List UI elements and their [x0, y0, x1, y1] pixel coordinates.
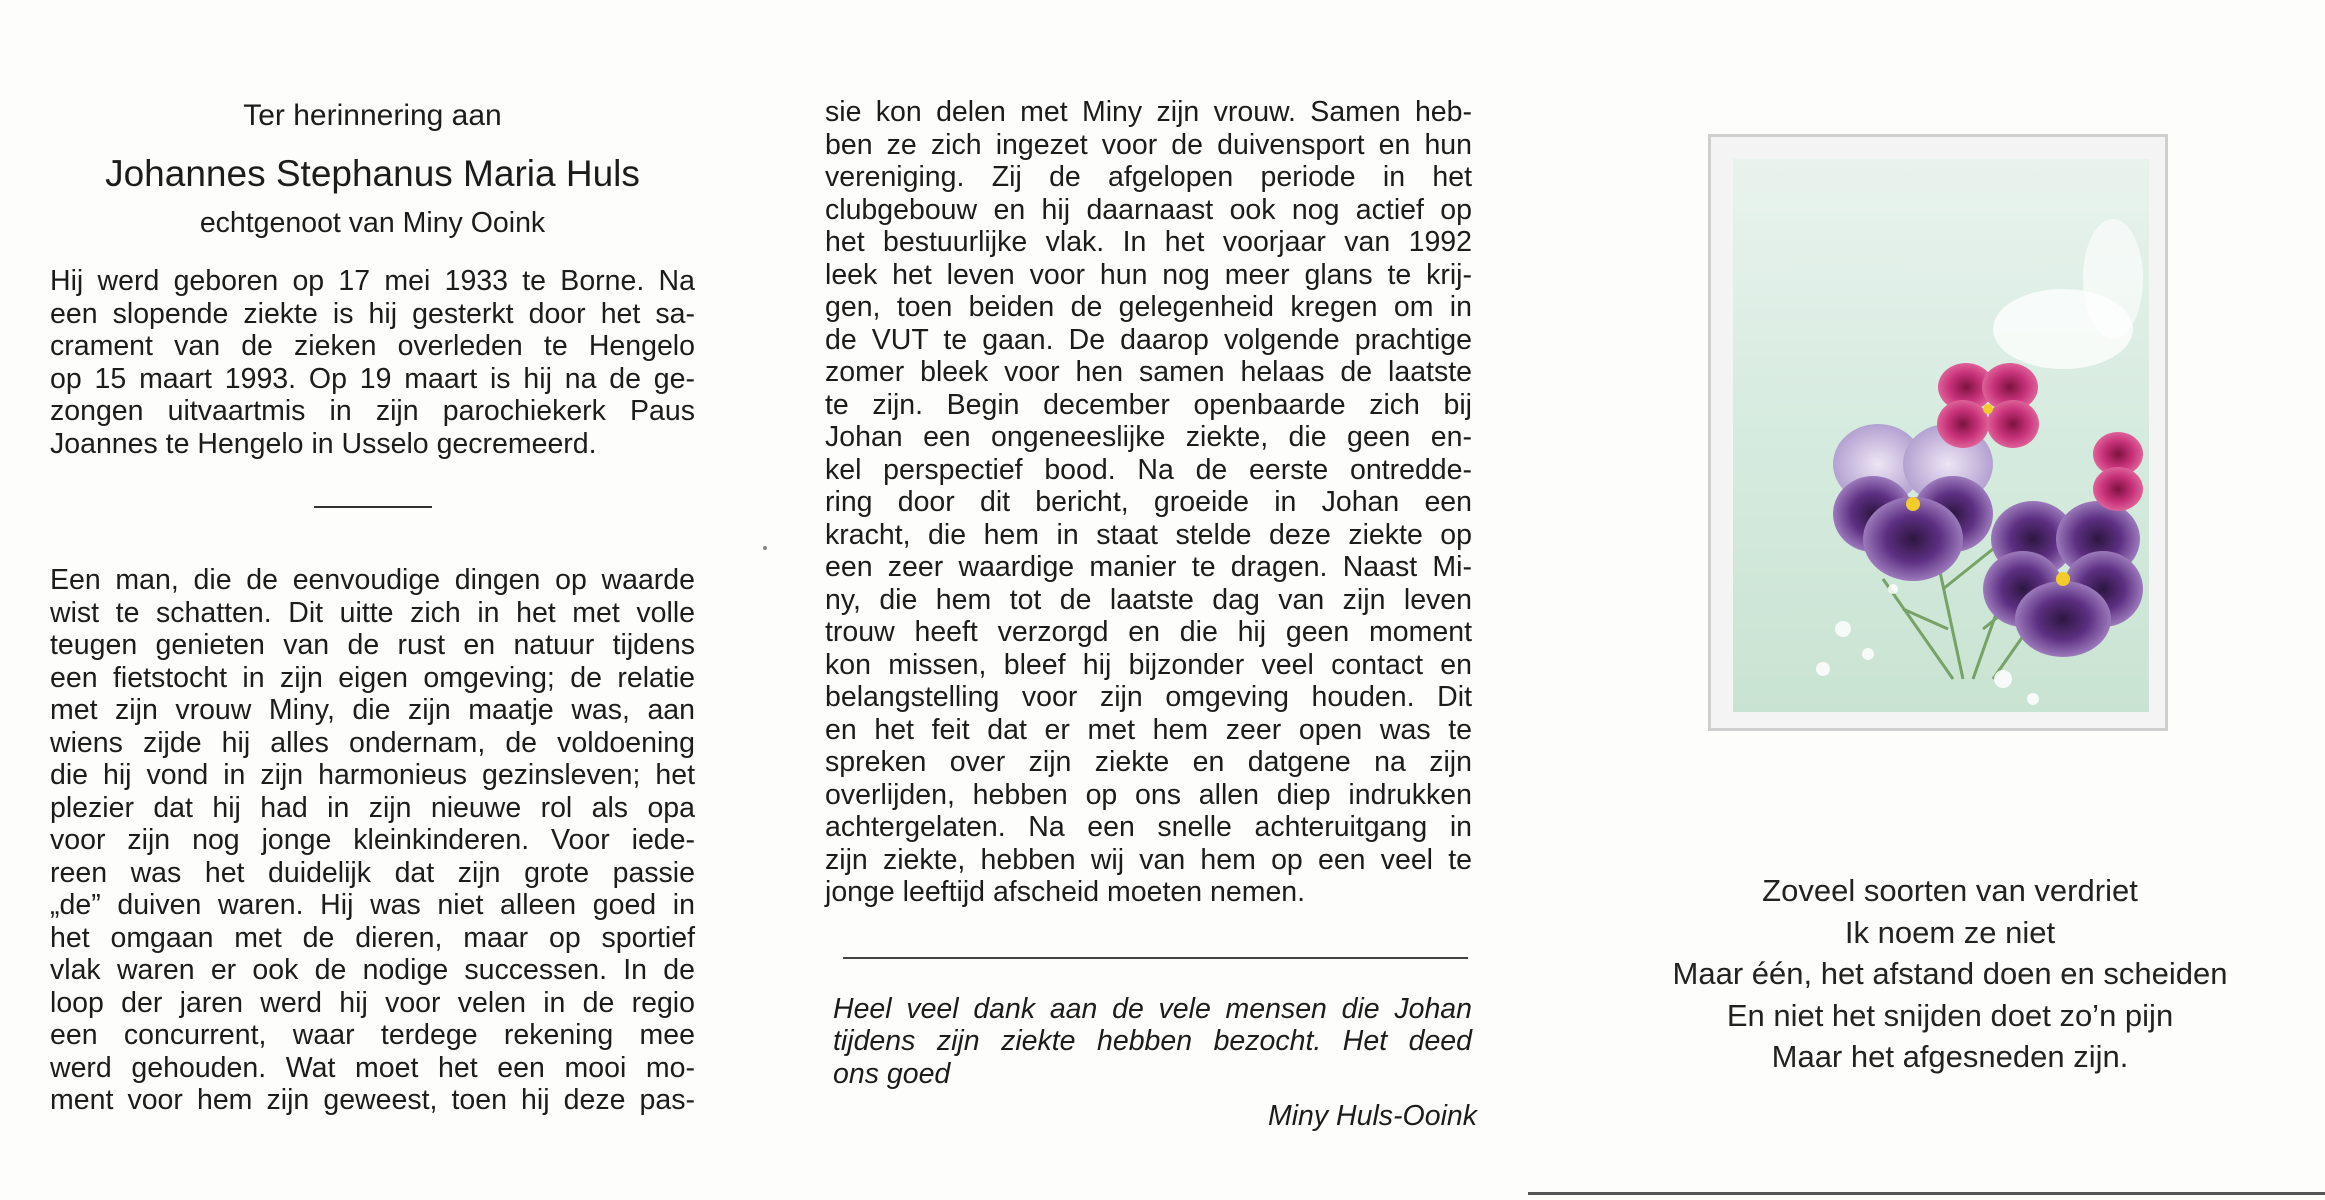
poem-line: Zoveel soorten van verdriet	[1762, 873, 2138, 908]
thanks-line: tijdens zijn ziekte hebben bezocht. Het deed	[833, 1025, 1472, 1057]
story-line: jonge leeftijd afscheid moeten nemen.	[825, 876, 1306, 908]
story-line: zomer bleek voor hen samen helaas de laatste	[825, 356, 1472, 388]
story-paragraph-part2	[825, 96, 1472, 909]
deceased-name: Johannes Stephanus Maria Huls	[105, 153, 640, 194]
story-line: het bestuurlijke vlak. In het voorjaar van 1992	[825, 226, 1472, 258]
section-divider	[314, 506, 432, 508]
bio-line: Joannes te Hengelo in Usselo gecremeerd.	[50, 427, 597, 460]
story-line: zijn ziekte, hebben wij van hem op een veel te	[825, 843, 1472, 876]
story-line: kon missen, bleef hij bijzonder veel contact en	[825, 648, 1472, 681]
story-line: het omgaan met de dieren, maar op sportief	[50, 921, 695, 954]
story-line: „de” duiven waren. Hij was niet alleen goed in	[50, 889, 695, 921]
thanks-note	[833, 993, 1472, 1091]
bottom-edge-line	[1528, 1192, 2325, 1195]
spouse-text: echtgenoot van Miny Ooink	[199, 207, 546, 239]
story-line: ment voor hem zijn geweest, toen hij deze pas-	[50, 1084, 695, 1116]
story-line: kel perspectief bood. Na de eerste ontredde-	[825, 453, 1472, 486]
bio-line: zongen uitvaartmis in zijn parochiekerk Paus	[50, 395, 695, 427]
story-line: die hij vond in zijn harmonieus gezinsleven; het	[50, 759, 695, 791]
left-column	[50, 98, 695, 1117]
story-line: clubgebouw en hij daarnaast ook nog actief op	[825, 193, 1472, 226]
bio-line: een slopende ziekte is hij gesterkt door het sa-	[50, 297, 695, 330]
story-line: trouw heeft verzorgd en die hij geen moment	[825, 616, 1472, 648]
poem-line: Maar één, het afstand doen en scheiden	[1672, 956, 2228, 991]
poem	[1590, 870, 2310, 1078]
photo-frame	[1708, 134, 2168, 731]
story-line: leek het leven voor hun nog meer glans te krij-	[825, 258, 1472, 291]
story-line: plezier dat hij had in zijn nieuwe rol als opa	[50, 791, 695, 824]
story-line: overlijden, hebben op ons allen diep indrukken	[825, 778, 1472, 811]
story-line: ring door dit bericht, groeide in Johan een	[825, 486, 1472, 518]
bio-line: Hij werd geboren op 17 mei 1933 te Borne. Na	[50, 265, 695, 297]
story-line: teugen genieten van de rust en natuur tijdens	[50, 629, 695, 661]
story-line: een zeer waardige manier te dragen. Naast Mi-	[825, 551, 1472, 583]
fold-mark	[763, 546, 767, 550]
story-line: wiens zijde hij alles ondernam, de voldoening	[50, 726, 695, 759]
poem-line: Maar het afgesneden zijn.	[1771, 1039, 2129, 1074]
story-line: een concurrent, waar terdege rekening mee	[50, 1019, 695, 1051]
story-line: loop der jaren werd hij voor velen in de regio	[50, 986, 695, 1019]
story-line: vereniging. Zij de afgelopen periode in het	[825, 161, 1472, 193]
story-line: de VUT te gaan. De daarop volgende prachtige	[825, 323, 1472, 356]
story-line: achtergelaten. Na een snelle achteruitgang in	[825, 811, 1472, 843]
middle-column	[825, 96, 1477, 1133]
pansy-flowers-icon	[1733, 159, 2149, 712]
story-line: belangstelling voor zijn omgeving houden. Dit	[825, 681, 1472, 713]
poem-line: En niet het snijden doet zo’n pijn	[1726, 997, 2174, 1033]
story-line: met zijn vrouw Miny, die zijn maatje was, aan	[50, 694, 695, 726]
signature: Miny Huls-Ooink	[1267, 1100, 1477, 1132]
story-paragraph-part1	[50, 564, 695, 1117]
story-line: gen, toen beiden de gelegenheid kregen om in	[825, 291, 1472, 323]
bio-paragraph	[50, 265, 695, 460]
thanks-line: Heel veel dank aan de vele mensen die Johan	[833, 992, 1472, 1025]
story-line: spreken over zijn ziekte en datgene na zijn	[825, 746, 1472, 778]
bio-line: op 15 maart 1993. Op 19 maart is hij na de ge-	[50, 362, 695, 395]
story-line: voor zijn nog jonge kleinkinderen. Voor iede-	[50, 824, 695, 856]
story-line: te zijn. Begin december openbaarde zich bij	[825, 388, 1472, 421]
story-line: en het feit dat er met hem zeer open was te	[825, 713, 1472, 746]
story-line: sie kon delen met Miny zijn vrouw. Samen heb-	[825, 96, 1472, 128]
story-line: ny, die hem tot de laatste dag van zijn leven	[825, 583, 1472, 616]
intro-text: Ter herinnering aan	[243, 99, 502, 132]
story-line: ben ze zich ingezet voor de duivensport en hun	[825, 128, 1472, 161]
story-line: vlak waren er ook de nodige successen. In de	[50, 954, 695, 986]
thanks-line: ons goed	[833, 1057, 951, 1090]
bio-line: crament van de zieken overleden te Hengelo	[50, 330, 695, 362]
story-line: Een man, die de eenvoudige dingen op waarde	[50, 564, 695, 596]
story-line: werd gehouden. Wat moet het een mooi mo-	[50, 1051, 695, 1084]
story-line: Johan een ongeneeslijke ziekte, die geen en-	[825, 421, 1472, 453]
poem-line: Ik noem ze niet	[1844, 914, 2056, 950]
section-divider	[843, 957, 1468, 959]
story-line: een fietstocht in zijn eigen omgeving; de relatie	[50, 661, 695, 694]
story-line: kracht, die hem in staat stelde deze ziekte op	[825, 518, 1472, 551]
story-line: reen was het duidelijk dat zijn grote passie	[50, 856, 695, 889]
story-line: wist te schatten. Dit uitte zich in het met volle	[50, 596, 695, 629]
